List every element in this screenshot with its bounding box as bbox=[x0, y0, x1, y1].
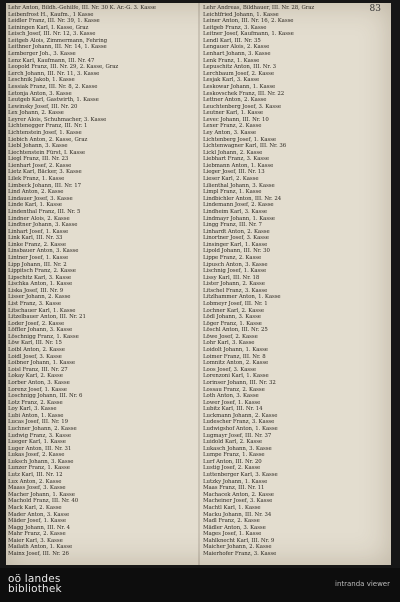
directory-entry: Lindauer Josef, 3. Kasse bbox=[8, 195, 73, 202]
directory-entry: Lieser Karl, 2. Kasse bbox=[203, 176, 259, 183]
directory-entry: Lubitz Karl, III. Nr. 14 bbox=[203, 406, 263, 413]
directory-entry: Leskowar Johann, 1. Kasse bbox=[203, 83, 276, 90]
directory-entry: Löw Karl, III. Nr. 15 bbox=[8, 340, 62, 347]
directory-entry: Lobmeyr Josef, III. Nr. 1 bbox=[203, 301, 268, 308]
directory-entry: Lischka Anton, 1. Kasse bbox=[8, 281, 73, 288]
directory-entry: Leichtfried Johann, 1. Kasse bbox=[203, 11, 279, 18]
directory-entry: Lukasch Johann, 3. Kasse bbox=[203, 445, 272, 452]
directory-entry: Lipp Johann, III. Nr. 2 bbox=[8, 261, 67, 268]
page-number: 83 bbox=[369, 4, 381, 14]
directory-entry: Lorinser Johann, III. Nr. 32 bbox=[203, 379, 276, 386]
directory-entry: Liebhart Franz, 3. Kasse bbox=[203, 156, 269, 163]
directory-entry: Leyrer Alois, Schuhmacher, 3. Kasse bbox=[8, 116, 107, 123]
directory-entry: Letonja Anton, 3. Kasse bbox=[8, 90, 72, 97]
directory-entry: Lugmayr Josef, III. Nr. 37 bbox=[203, 432, 272, 439]
directory-entry: Mäder Josef, 1. Kasse bbox=[8, 518, 67, 525]
directory-entry: Loibl Anton, 2. Kasse bbox=[8, 347, 65, 354]
directory-entry: Macku Johann, III. Nr. 34 bbox=[203, 511, 272, 518]
directory-entry: Liebl Johann, 3. Kasse bbox=[8, 143, 68, 150]
directory-entry: Ludwigshof Anton, 1. Kasse bbox=[203, 426, 278, 432]
directory-entry: Lödl Johann, 3. Kasse bbox=[203, 314, 261, 321]
directory-entry: Lurf Anton, III. Nr. 20 bbox=[203, 458, 262, 465]
directory-entry: Leiningen Karl, I. Kasse, Graz bbox=[8, 24, 89, 31]
directory-entry: Lichtenstein Josef, 1. Kasse bbox=[8, 129, 82, 136]
directory-entry: Luidold Karl, 2. Kasse bbox=[203, 439, 263, 446]
directory-entry: Liegl Franz, III. Nr. 23 bbox=[8, 156, 69, 163]
directory-entry: Lower Josef, 1. Kasse bbox=[203, 399, 261, 406]
directory-entry: Löschnigg Franz, 1. Kasse bbox=[8, 333, 79, 340]
directory-entry: Lukas Josef, 2. Kasse bbox=[8, 452, 65, 459]
footer-bar bbox=[0, 568, 400, 602]
directory-entry: Lenhart Johann, 3. Kasse bbox=[203, 51, 271, 58]
directory-entry: Leidler Franz, III. Nr. 39, 1. Kasse bbox=[8, 18, 100, 25]
directory-entry: Lippe Franz, 2. Kasse bbox=[203, 254, 262, 261]
directory-entry: Litschel Franz, 3. Kasse bbox=[203, 287, 268, 294]
directory-entry: Loos Josef, 3. Kasse bbox=[203, 366, 256, 373]
directory-entry: Maas Franz, III. Nr. 11 bbox=[203, 485, 265, 492]
directory-entry: Lipschitz Karl, 3. Kasse bbox=[8, 274, 72, 281]
directory-entry: Mahr Franz, 2. Kasse bbox=[8, 531, 66, 538]
directory-entry: Lichtenwagner Karl, III. Nr. 36 bbox=[203, 143, 287, 150]
directory-entry: Lindemann Josef, 2. Kasse bbox=[203, 202, 274, 209]
directory-entry: Leitgeb Alois, Zimmermann, Fehring bbox=[8, 37, 108, 44]
directory-entry: Lettner Anton, 2. Kasse bbox=[203, 97, 267, 104]
directory-entry: Lepuschitz Anton, III. Nr. 3 bbox=[203, 64, 277, 71]
directory-entry: Lenz Karl, Kaufmann, III. Nr. 47 bbox=[8, 57, 95, 64]
directory-entry: Loder Josef, 2. Kasse bbox=[8, 320, 65, 327]
directory-entry: Lindenthal Franz, III. Nr. 5 bbox=[8, 208, 81, 215]
directory-entry: Ludwig Franz, 3. Kasse bbox=[8, 432, 71, 439]
directory-entry: Lister Johann, 2. Kasse bbox=[203, 281, 265, 288]
directory-entry: Lenk Franz, 1. Kasse bbox=[203, 57, 260, 64]
directory-entry: Lux Anton, 2. Kasse bbox=[8, 478, 62, 485]
directory-entry: Lorenzoni Karl, 1. Kasse bbox=[203, 373, 269, 380]
directory-entry: Liechtenstein Fürst, I. Kasse bbox=[8, 149, 86, 156]
directory-entry: Lerchbaum Josef, 2. Kasse bbox=[203, 70, 274, 77]
directory-entry: Leibenfrost H., Kaufm., 1 Kasse bbox=[8, 11, 94, 18]
directory-entry: Litzelbauer Anton, III. Nr. 21 bbox=[8, 314, 86, 321]
directory-entry: Linde Karl, 1. Kasse bbox=[8, 202, 62, 209]
directory-entry: Lindmayr Johann, 1. Kasse bbox=[203, 215, 275, 222]
directory-entry: Lotz Franz, 2. Kasse bbox=[8, 399, 63, 406]
directory-entry: Lintner Josef, 1. Kasse bbox=[8, 254, 69, 261]
directory-entry: Lipusch Anton, 3. Kasse bbox=[203, 261, 268, 268]
logo-line-1: oö landes bbox=[8, 573, 61, 585]
directory-entry: Mages Josef, 1. Kasse bbox=[203, 531, 262, 538]
directory-entry: Macheiner Josef, 3. Kasse bbox=[203, 498, 273, 505]
directory-entry: Mädler Anton, 3. Kasse bbox=[203, 524, 266, 531]
directory-entry: Lippitsch Franz, 2. Kasse bbox=[8, 268, 76, 275]
directory-entry: Lunzer Franz, 1. Kasse bbox=[8, 465, 70, 472]
directory-entry: Lutzky Johann, 1. Kasse bbox=[203, 478, 268, 485]
directory-entry: Leopold Franz, III. Nr. 29, 2. Kasse, Graz bbox=[8, 64, 119, 71]
directory-entry: Lilienthal Johann, 3. Kasse bbox=[203, 182, 275, 189]
directory-entry: Maass Josef, 3. Kasse bbox=[8, 485, 66, 492]
directory-entry: Lindheim Karl, 3. Kasse bbox=[203, 208, 268, 215]
directory-entry: Limpl Franz, 1. Kasse bbox=[203, 189, 262, 196]
directory-entry: Loibner Johann, 1. Kasse bbox=[8, 360, 76, 367]
directory-entry: Luchner Johann, 2. Kasse bbox=[8, 426, 77, 432]
directory-entry: Lossau Franz, 2. Kasse bbox=[203, 386, 265, 393]
directory-entry: Leuchtenberg Josef, 3. Kasse bbox=[203, 103, 281, 110]
directory-entry: List Franz, 3. Kasse bbox=[8, 301, 62, 308]
directory-entry: Loidolt Johann, 1. Kasse bbox=[203, 347, 268, 354]
directory-entry: Mailath Anton, 1. Kasse bbox=[8, 544, 73, 551]
directory-entry: Lienhart Josef, 2. Kasse bbox=[8, 162, 72, 169]
directory-entry: Linke Franz, 2. Kasse bbox=[8, 241, 66, 248]
directory-entry: Loimer Franz, III. Nr. 8 bbox=[203, 353, 266, 360]
directory-entry: Linhart Josef, 1. Kasse bbox=[8, 228, 69, 235]
directory-entry: Macher Johann, 1. Kasse bbox=[8, 491, 75, 498]
library-logo[interactable] bbox=[8, 574, 62, 594]
directory-entry: Lengauer Alois, 2. Kasse bbox=[203, 44, 270, 51]
directory-entry: Mader Anton, 3. Kasse bbox=[8, 511, 70, 518]
directory-entry: Lipold Johann, III. Nr. 30 bbox=[203, 248, 270, 255]
directory-entry: Lisser Johann, 2. Kasse bbox=[8, 294, 71, 301]
scanned-page bbox=[6, 3, 391, 565]
directory-entry: Maierhofer Franz, 3. Kasse bbox=[203, 550, 277, 557]
directory-entry: Lueger Karl, 1. Kasse bbox=[8, 439, 66, 446]
directory-entry: Leschnik Jakob, 1. Kasse bbox=[8, 77, 75, 84]
directory-entry: Lischnig Josef, 1. Kasse bbox=[203, 268, 267, 275]
directory-entry: Lucas Josef, III. Nr. 19 bbox=[8, 419, 68, 426]
logo-line-2: bibliothek bbox=[8, 583, 62, 595]
directory-entry: Leutner Karl, 1. Kasse bbox=[203, 110, 264, 117]
directory-entry: Lemberger Joh., 3. Kasse bbox=[8, 51, 76, 58]
directory-entry: Madl Franz, 2. Kasse bbox=[203, 518, 260, 525]
directory-entry: Lustig Josef, 2. Kasse bbox=[203, 465, 261, 472]
directory-entry: Lohr Karl, 3. Kasse bbox=[203, 340, 255, 347]
directory-entry: Litzlhammer Anton, 1. Kasse bbox=[203, 294, 281, 301]
directory-entry: Mainx Josef, III. Nr. 26 bbox=[8, 550, 69, 557]
right-column bbox=[203, 5, 387, 561]
directory-entry: Lindner Alois, 2. Kasse bbox=[8, 215, 70, 222]
directory-entry: Liebich Anton, 2. Kasse, Graz bbox=[8, 136, 88, 143]
directory-entry: Mahlknecht Karl, III. Nr. 9 bbox=[203, 537, 275, 544]
directory-entry: Lorenz Josef, 1. Kasse bbox=[8, 386, 67, 393]
directory-entry: Leitgeb Franz, 3. Kasse bbox=[203, 24, 267, 31]
directory-entry: Lichtenegger Franz, III. Nr. 1 bbox=[8, 123, 88, 130]
directory-entry: Lingg Franz, III. Nr. 7 bbox=[203, 222, 262, 229]
directory-entry: Lubi Anton, 1. Kasse bbox=[8, 412, 64, 419]
directory-entry: Maier Karl, 3. Kasse bbox=[8, 537, 63, 544]
directory-entry: Mack Karl, 2. Kasse bbox=[8, 504, 62, 511]
directory-entry: Leisch Josef, III. Nr. 12, 3. Kasse bbox=[8, 31, 96, 38]
directory-entry: Maicher Johann, 2. Kasse bbox=[203, 544, 272, 551]
directory-entry: Lutz Karl, III. Nr. 12 bbox=[8, 472, 63, 479]
directory-entry: Link Karl, III. Nr. 33 bbox=[8, 235, 63, 242]
directory-entry: Lissy Karl, III. Nr. 18 bbox=[203, 274, 260, 281]
directory-entry: Lichtenberg Josef, 1. Kasse bbox=[203, 136, 277, 143]
directory-entry: Lindtner Johann, 3. Kasse bbox=[8, 222, 78, 229]
directory-entry: Loidl Josef, 3. Kasse bbox=[8, 353, 62, 360]
directory-entry: Lietz Karl, Bäcker, 3. Kasse bbox=[8, 169, 82, 176]
viewer-label: intranda viewer bbox=[335, 580, 390, 588]
page-gutter bbox=[198, 3, 200, 565]
directory-entry: Luksch Johann, 3. Kasse bbox=[8, 458, 74, 465]
directory-entry: Machacek Anton, 2. Kasse bbox=[203, 491, 274, 498]
directory-entry: Lewinsky Josef, III. Nr. 20 bbox=[8, 103, 78, 110]
directory-entry: Lindbichler Anton, III. Nr. 24 bbox=[203, 195, 282, 202]
directory-entry: Machold Franz, III. Nr. 40 bbox=[8, 498, 79, 505]
directory-entry: Lumpe Franz, 1. Kasse bbox=[203, 452, 265, 459]
directory-entry: Leithner Johann, III. Nr. 14, 1. Kasse bbox=[8, 44, 107, 51]
directory-entry: Loschnigg Johann, III. Nr. 6 bbox=[8, 393, 83, 400]
directory-entry: Lochner Karl, 2. Kasse bbox=[203, 307, 264, 314]
directory-entry: Loy Karl, 3. Kasse bbox=[8, 406, 57, 413]
left-column bbox=[8, 5, 196, 561]
directory-entry: Liebmann Anton, 1. Kasse bbox=[203, 162, 274, 169]
directory-entry: Levec Johann, III. Nr. 10 bbox=[203, 116, 269, 123]
directory-entry: Lehr Anton, Bildh.-Gehilfe, III. Nr. 30 K. Ar.-G. 3. Kasse bbox=[8, 5, 156, 11]
directory-entry: Magg Johann, III. Nr. 4 bbox=[8, 524, 71, 531]
directory-entry: Ludescher Franz, 3. Kasse bbox=[203, 419, 275, 426]
directory-entry: Lessiak Franz, III. Nr. 8, 2. Kasse bbox=[8, 83, 98, 90]
directory-entry: Lickl Johann, 2. Kasse bbox=[203, 149, 263, 156]
directory-entry: Luger Anton, III. Nr. 31 bbox=[8, 445, 72, 452]
directory-entry: Ley Anton, 3. Kasse bbox=[203, 129, 257, 136]
directory-entry: Loth Anton, 3. Kasse bbox=[203, 393, 259, 400]
directory-entry: Lehr Andreas, Bildhauer, III. Nr. 28, Graz bbox=[203, 5, 315, 11]
directory-entry: Linsbauer Anton, 3. Kasse bbox=[8, 248, 79, 255]
directory-entry: Leitner Josef, Kaufmann, 1. Kasse bbox=[203, 31, 294, 38]
directory-entry: Lomnitz Anton, 2. Kasse bbox=[203, 360, 269, 367]
directory-entry: Lilek Franz, 1. Kasse bbox=[8, 176, 65, 183]
directory-entry: Lokay Karl, 2. Kasse bbox=[8, 373, 63, 380]
directory-entry: Löschl Anton, III. Nr. 25 bbox=[203, 327, 268, 334]
directory-entry: Löwe Josef, 2. Kasse bbox=[203, 333, 258, 340]
directory-entry: Lex Johann, 2. Kasse bbox=[8, 110, 64, 117]
directory-entry: Liska Josef, III. Nr. 9 bbox=[8, 287, 64, 294]
directory-entry: Machtl Karl, 1. Kasse bbox=[203, 504, 261, 511]
directory-entry: Löffler Johann, 3. Kasse bbox=[8, 327, 73, 334]
directory-entry: Lieger Josef, III. Nr. 13 bbox=[203, 169, 265, 176]
directory-entry: Lorber Anton, 3. Kasse bbox=[8, 379, 70, 386]
directory-entry: Leiner Anton, III. Nr. 16, 2. Kasse bbox=[203, 18, 294, 25]
directory-entry: Linortner Josef, 3. Kasse bbox=[203, 235, 269, 242]
directory-entry: Löger Franz, 1. Kasse bbox=[203, 320, 262, 327]
directory-entry: Loisl Franz, III. Nr. 27 bbox=[8, 366, 68, 373]
directory-entry: Leskovschek Franz, III. Nr. 22 bbox=[203, 90, 285, 97]
directory-entry: Luckmann Johann, 2. Kasse bbox=[203, 412, 278, 419]
directory-entry: Lerch Johann, III. Nr. 11, 3. Kasse bbox=[8, 70, 100, 77]
directory-entry: Litschauer Karl, 1. Kasse bbox=[8, 307, 76, 314]
directory-entry: Luttenberger Karl, 3. Kasse bbox=[203, 472, 278, 479]
directory-entry: Leutgeb Karl, Gastwirth, 1. Kasse bbox=[8, 97, 99, 104]
directory-entry: Limbeck Johann, III. Nr. 17 bbox=[8, 182, 81, 189]
directory-entry: Lesjak Karl, 3. Kasse bbox=[203, 77, 260, 84]
directory-entry: Lexer Franz, 2. Kasse bbox=[203, 123, 262, 130]
directory-entry: Linsinger Karl, 1. Kasse bbox=[203, 241, 268, 248]
directory-entry: Lendl Karl, III. Nr. 35 bbox=[203, 37, 261, 44]
directory-entry: Lind Anton, 2. Kasse bbox=[8, 189, 64, 196]
directory-entry: Linhardt Anton, 2. Kasse bbox=[203, 228, 270, 235]
